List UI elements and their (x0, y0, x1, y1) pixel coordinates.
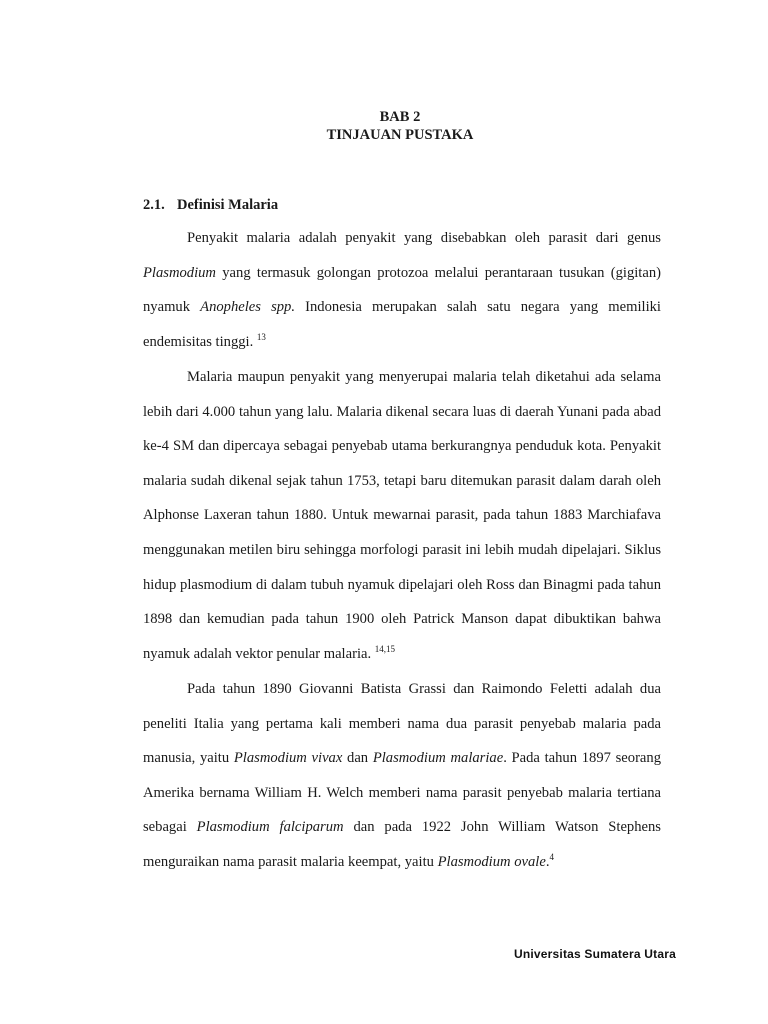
section-heading (143, 196, 278, 214)
citation-superscript: 13 (256, 331, 266, 342)
text-run: . Pada tahun 1897 seorang Amerika bernama William H. Welch memberi nama parasit penyebab malaria tertiana sebagai (143, 750, 661, 836)
text-run: . (545, 853, 550, 870)
paragraph-1 (143, 221, 661, 359)
italic-term: Plasmodium malariae (372, 750, 504, 767)
section-title: Definisi Malaria (177, 197, 279, 213)
chapter-title: TINJAUAN PUSTAKA (326, 127, 474, 143)
text-run: yang termasuk golongan protozoa melalui perantaraan tusukan (gigitan) nyamuk (143, 264, 661, 316)
italic-term: Plasmodium ovale (437, 853, 546, 870)
italic-term: Plasmodium (143, 264, 216, 281)
paragraph-2 (143, 360, 661, 671)
text-run: Penyakit malaria adalah penyakit yang disebabkan oleh parasit dari genus (187, 230, 661, 246)
paragraph-text (143, 672, 661, 880)
paragraph-text (143, 360, 661, 671)
section-number: 2.1. (143, 197, 165, 213)
text-run: dan (342, 750, 373, 767)
italic-term: Plasmodium falciparum (196, 819, 344, 836)
italic-term: Plasmodium vivax (233, 750, 343, 767)
italic-term: Anopheles spp. (200, 299, 296, 316)
text-run: dan pada 1922 John William Watson Stephens menguraikan nama parasit malaria keempat, yaitu (143, 819, 661, 870)
paragraph-3 (143, 672, 661, 880)
text-run: Pada tahun 1890 Giovanni Batista Grassi dan Raimondo Feletti adalah dua peneliti Italia yang pertama kali memberi nama dua parasit penyebab malaria pada manusia, yaitu (143, 681, 661, 767)
text-run: Malaria maupun penyakit yang menyerupai malaria telah diketahui ada selama lebih dari 4.000 tahun yang lalu. Malaria dikenal secara luas di daerah Yunani pada abad ke-4 SM dan dipercaya sebagai penyebab utama berkurangnya penduduk kota. Penyakit malaria sudah dikenal sejak tahun 1753, tetapi baru ditemukan parasit dalam darah oleh Alphonse Laxeran tahun 1880. Untuk mewarnai parasit, pada tahun 1883 Marchiafava menggunakan metilen biru sehingga morfologi parasit ini lebih mudah dipelajari. Siklus hidup plasmodium di dalam tubuh nyamuk dipelajari oleh Ross dan Binagmi pada tahun 1898 dan kemudian pada tahun 1900 oleh Patrick Manson dapat dibuktikan bahwa nyamuk adalah vektor penular malaria. (143, 369, 661, 662)
citation-superscript: 14,15 (374, 643, 396, 654)
chapter-number: BAB 2 (379, 109, 421, 125)
citation-superscript: 4 (549, 851, 554, 862)
text-run: Indonesia merupakan salah satu negara yang memiliki endemisitas tinggi. (143, 299, 661, 350)
paragraph-text (143, 221, 661, 359)
footer-institution: Universitas Sumatera Utara (514, 947, 676, 961)
